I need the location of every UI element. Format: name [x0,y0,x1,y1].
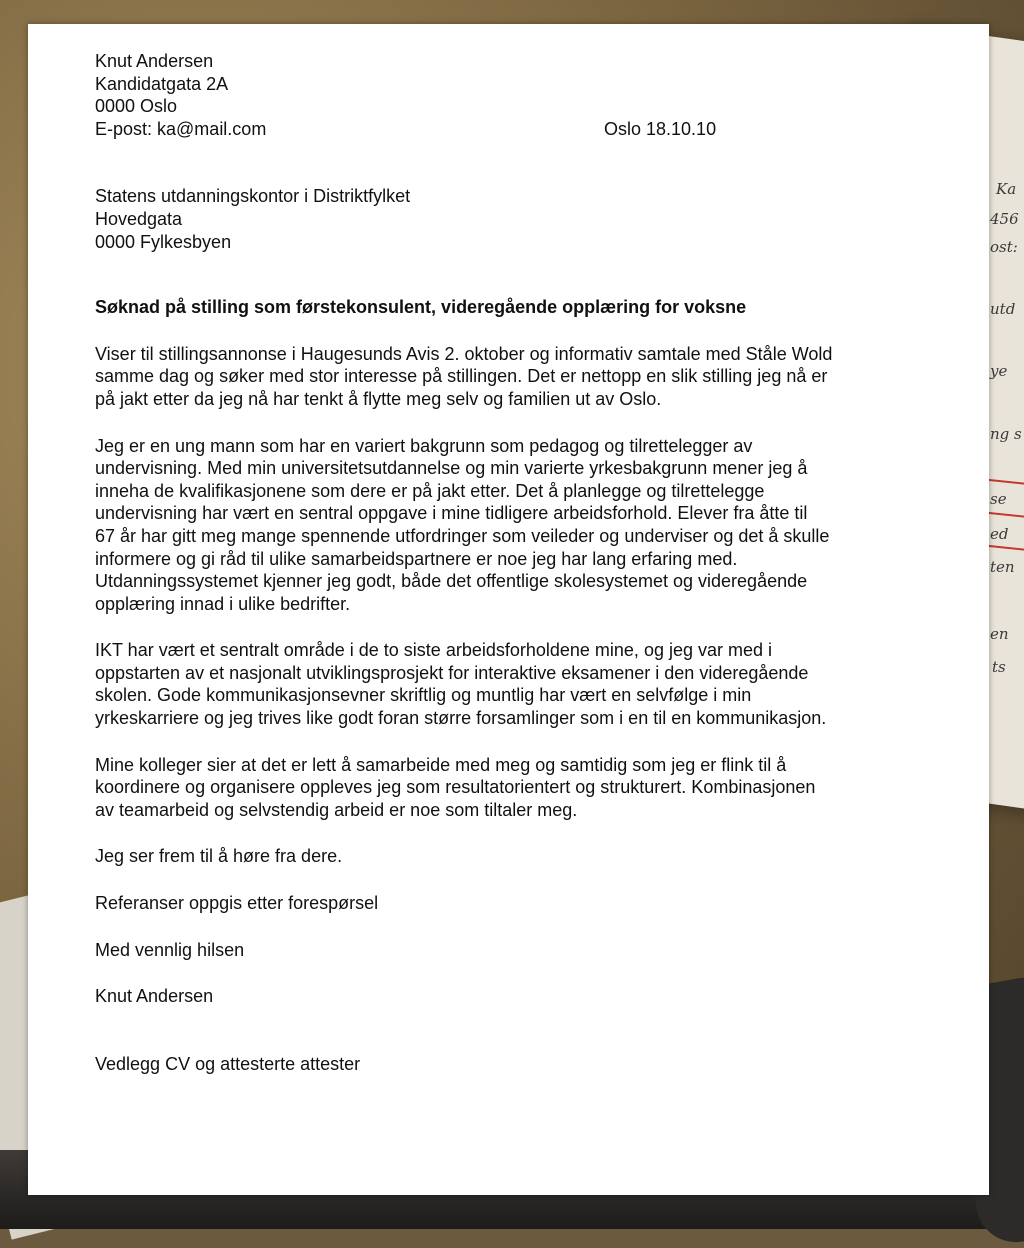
paragraph-line: opplæring innad i ulike bedrifter. [95,593,351,614]
paragraph-line: yrkeskarriere og jeg trives like godt foran større forsamlinger som i en til en kommunikasjon. [95,708,827,729]
background-scrap-text: ten [990,558,1015,576]
background-scrap-text: utd [990,300,1016,318]
sender-postal: 0000 Oslo [95,96,178,117]
recipient-organization: Statens utdanningskontor i Distriktfylket [95,186,411,207]
recipient-address [95,185,915,253]
background-scrap-text: ed [990,525,1009,543]
letter-page [28,24,989,1195]
attachments-line: Vedlegg CV og attesterte attester [95,1053,361,1074]
paragraph-line: undervisning. Med min universitetsutdannelse og min varierte yrkesbakgrunn mener jeg å [95,458,808,479]
body-paragraph-3 [95,639,915,729]
paragraph-line: koordinere og organisere oppleves jeg som resultatorientert og strukturert. Kombinasjonen [95,777,816,798]
background-scrap-text: ye [990,362,1008,380]
body-paragraph-1 [95,343,915,411]
paragraph-line: oppstarten av et nasjonalt utviklingsprosjekt for interaktive eksamener i den videregående [95,662,809,683]
letter-content [95,50,915,1075]
background-scrap-text: ng s [990,425,1022,443]
background-scrap-text: ts [992,658,1006,676]
paragraph-line: skolen. Gode kommunikasjonsevner skriftlig og muntlig har vært en selvfølge i min [95,685,752,706]
paragraph-line: Jeg er en ung mann som har en variert bakgrunn som pedagog og tilrettelegger av [95,435,753,456]
closing-line: Jeg ser frem til å høre fra dere. [95,846,343,867]
paragraph-line: 67 år har gitt meg mange spennende utfordringer som veileder og underviser og det å skulle [95,525,830,546]
paragraph-line: Viser til stillingsannonse i Haugesunds Avis 2. oktober og informativ samtale med Ståle Wold [95,343,833,364]
paragraph-line: Mine kolleger sier at det er lett å samarbeide med meg og samtidig som jeg er flink til å [95,754,787,775]
background-scrap-text: 456 [990,210,1019,228]
body-paragraph-2 [95,435,915,616]
letter-date: Oslo 18.10.10 [604,118,717,139]
sender-name: Knut Andersen [95,51,214,71]
paragraph-line: IKT har vært et sentralt område i de to siste arbeidsforholdene mine, og jeg var med i [95,640,773,661]
paragraph-line: informere og gi råd til ulike samarbeidspartnere er noe jeg har lang erfaring med. [95,548,738,569]
body-paragraph-4 [95,754,915,822]
greeting: Med vennlig hilsen [95,939,245,960]
recipient-postal: 0000 Fylkesbyen [95,231,232,252]
sender-email: E-post: ka@mail.com [95,118,267,139]
paragraph-line: på jakt etter da jeg nå har tenkt å flytte meg selv og familien ut av Oslo. [95,388,662,409]
references-line: Referanser oppgis etter forespørsel [95,893,379,914]
sender-address [95,50,915,140]
sender-street: Kandidatgata 2A [95,73,229,94]
paragraph-line: inneha de kvalifikasjonene som dere er på jakt etter. Det å planlegge og tilrettelegge [95,480,765,501]
signature-name: Knut Andersen [95,986,214,1007]
paragraph-line: samme dag og søker med stor interesse på stillingen. Det er nettopp en slik stilling jeg nå er [95,366,828,387]
background-scrap-text: ost: [990,238,1018,256]
letter-subject: Søknad på stilling som førstekonsulent, videregående opplæring for voksne [95,297,747,318]
background-scrap-text: en [990,625,1009,643]
background-scrap-text: Ka [996,180,1017,198]
recipient-street: Hovedgata [95,208,183,229]
paragraph-line: undervisning har vært en sentral oppgave i mine tidligere arbeidsforhold. Elever fra åtte til [95,503,808,524]
paragraph-line: av teamarbeid og selvstendig arbeid er noe som tiltaler meg. [95,799,578,820]
paragraph-line: Utdanningssystemet kjenner jeg godt, både det offentlige skolesystemet og videregående [95,571,808,592]
background-scrap-text: se [990,490,1007,508]
